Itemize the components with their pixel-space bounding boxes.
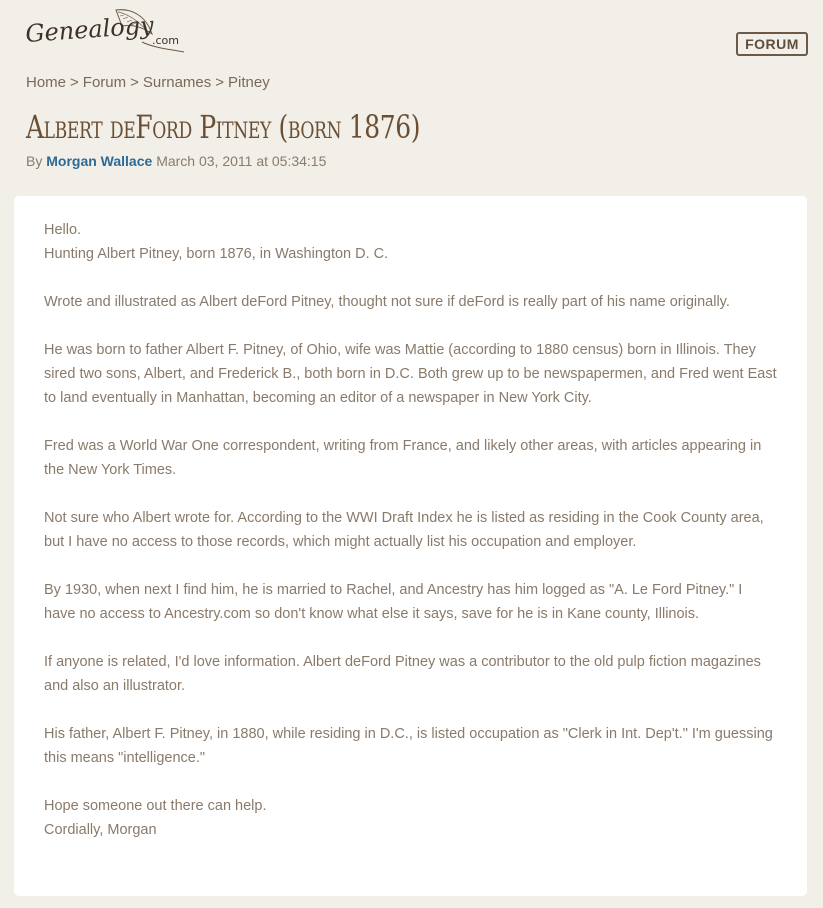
logo-graphic bbox=[24, 6, 189, 58]
logo-wordmark: Genealogy bbox=[24, 11, 155, 48]
forum-button[interactable]: FORUM bbox=[736, 32, 808, 56]
breadcrumb-home[interactable]: Home bbox=[26, 74, 67, 91]
post-paragraph bbox=[44, 290, 777, 314]
post-line: He was born to father Albert F. Pitney, of Ohio, wife was Mattie (according to 1880 census) born in Illinois. They sired two sons, Albert, and Frederick B., both born in D.C. Both grew up to be newspapermen, and Fred went East to land eventually in Manhattan, becoming an editor of a newspaper in New York City. bbox=[44, 342, 777, 406]
author-link[interactable]: Morgan Wallace bbox=[46, 153, 153, 169]
post-line: If anyone is related, I'd love information. Albert deFord Pitney was a contributor to the old pulp fiction magazines and also an illustrator. bbox=[44, 654, 761, 694]
post-line: Fred was a World War One correspondent, writing from France, and likely other areas, with articles appearing in the New York Times. bbox=[44, 438, 762, 478]
byline-label: By bbox=[26, 153, 43, 169]
breadcrumb-forum[interactable]: Forum bbox=[82, 74, 127, 91]
breadcrumb-surnames[interactable]: Surnames bbox=[142, 74, 212, 91]
breadcrumb-separator: > bbox=[130, 74, 139, 91]
breadcrumb bbox=[26, 74, 270, 91]
post-paragraph bbox=[44, 506, 777, 554]
site-logo[interactable] bbox=[24, 6, 189, 58]
breadcrumb-separator: > bbox=[70, 74, 79, 91]
post-timestamp: March 03, 2011 at 05:34:15 bbox=[156, 153, 327, 169]
post-line: Not sure who Albert wrote for. According to the WWI Draft Index he is listed as residing in the Cook County area, but I have no access to those records, which might actually list his occupation and employer. bbox=[44, 510, 764, 550]
post-paragraph bbox=[44, 650, 777, 698]
post-line: His father, Albert F. Pitney, in 1880, while residing in D.C., is listed occupation as "Clerk in Int. Dep't." I'm guessing this means "intelligence." bbox=[44, 726, 773, 766]
post-paragraph bbox=[44, 338, 777, 410]
post-body bbox=[14, 196, 807, 896]
post-line: Wrote and illustrated as Albert deFord Pitney, thought not sure if deFord is really part of his name originally. bbox=[44, 294, 730, 310]
post-line: By 1930, when next I find him, he is married to Rachel, and Ancestry has him logged as "A. Le Ford Pitney." I have no access to Ancestry.com so don't know what else it says, save for he is in Kane county, Illinois. bbox=[44, 582, 743, 622]
breadcrumb-pitney[interactable]: Pitney bbox=[228, 74, 270, 91]
post-line: Hunting Albert Pitney, born 1876, in Washington D. C. bbox=[44, 246, 389, 262]
post-paragraph bbox=[44, 578, 777, 626]
post-byline bbox=[26, 153, 326, 169]
post-paragraph bbox=[44, 794, 777, 842]
post-line: Hello. bbox=[44, 222, 82, 238]
post-paragraph bbox=[44, 722, 777, 770]
page-title: Albert deFord Pitney (born 1876) bbox=[26, 108, 421, 146]
logo-suffix: .com bbox=[152, 34, 179, 47]
post-paragraph bbox=[44, 218, 777, 266]
post-paragraph bbox=[44, 434, 777, 482]
post-line: Cordially, Morgan bbox=[44, 822, 157, 838]
breadcrumb-separator: > bbox=[215, 74, 225, 91]
post-line: Hope someone out there can help. bbox=[44, 798, 267, 814]
